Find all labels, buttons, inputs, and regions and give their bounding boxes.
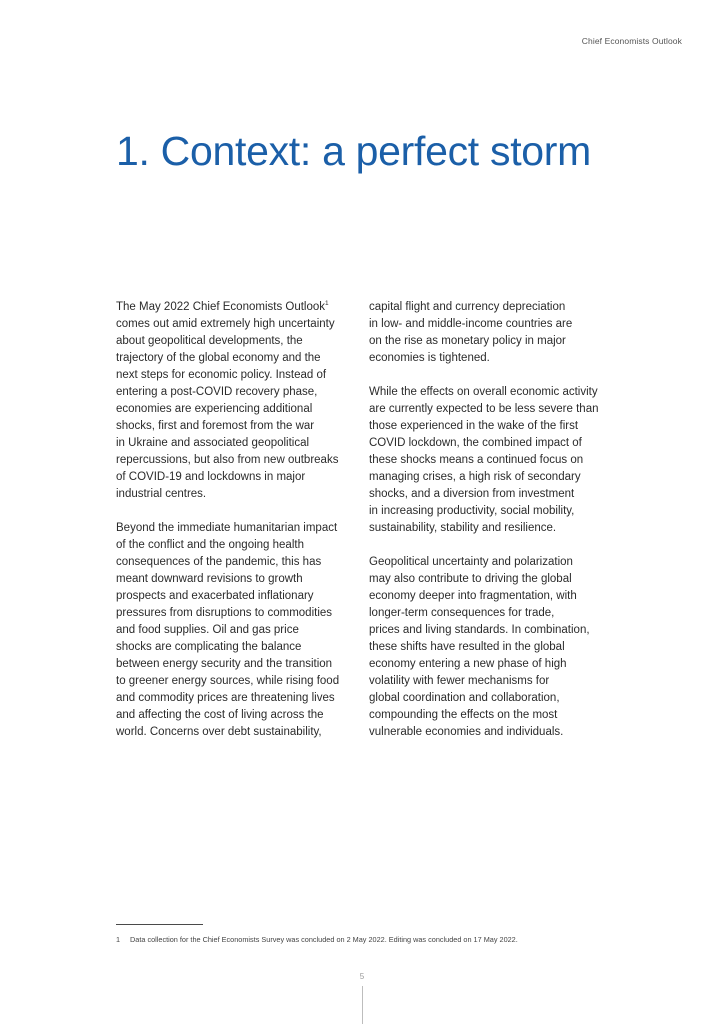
paragraph: Beyond the immediate humanitarian impact of the conflict and the ongoing health consequences of the pandemic, this has meant downward revisions to growth prospects and exacerbated inflationary pressures from disruptions to commodities and food supplies. Oil and gas price shocks are complicating the balance between energy security and the transition to greener energy sources, while rising food and commodity prices are threatening lives and affecting the cost of living across the world. Concerns over debt sustainability, — [116, 522, 340, 738]
chapter-title: 1. Context: a perfect storm — [116, 128, 591, 174]
footnote-reference[interactable]: 1 — [325, 300, 329, 307]
right-column — [369, 299, 613, 758]
footnote-text: Data collection for the Chief Economists Survey was concluded on 2 May 2022. Editing was concluded on 17 May 2022. — [130, 935, 518, 944]
footnote — [116, 935, 518, 944]
footnote-number: 1 — [116, 935, 121, 944]
paragraph: While the effects on overall economic activity are currently expected to be less severe than those experienced in the wake of the first COVID lockdown, the combined impact of these shocks means a continued focus on managing crises, a high risk of secondary shocks, and a diversion from investment in increasing productivity, social mobility, sustainability, stability and resilience. — [369, 386, 599, 534]
paragraph-text: The May 2022 Chief Economists Outlook — [116, 301, 326, 313]
paragraph: capital flight and currency depreciation in low- and middle-income countries are on the rise as monetary policy in major economies is tightened. — [369, 301, 573, 364]
paragraph: Geopolitical uncertainty and polarization may also contribute to driving the global economy deeper into fragmentation, with longer-term consequences for trade, prices and living standards. In combination, these shifts have resulted in the global economy entering a new phase of high volatility with fewer mechanisms for global coordination and collaboration, compounding the effects on the most vulnerable economies and individuals. — [369, 556, 590, 738]
paragraph-text: comes out amid extremely high uncertainty about geopolitical developments, the trajectory of the global economy and the next steps for economic policy. Instead of entering a post-COVID recovery phase, economies are experiencing additional shocks, first and foremost from the war in Ukraine and associated geopolitical repercussions, but also from new outbreaks of COVID-19 and lockdowns in major industrial centres. — [116, 318, 339, 500]
paragraph — [116, 299, 358, 503]
left-column — [116, 299, 358, 758]
footnote-divider — [116, 924, 203, 925]
page-number: 5 — [359, 972, 365, 981]
running-header: Chief Economists Outlook — [581, 36, 682, 46]
page-number-rule — [362, 986, 363, 1024]
